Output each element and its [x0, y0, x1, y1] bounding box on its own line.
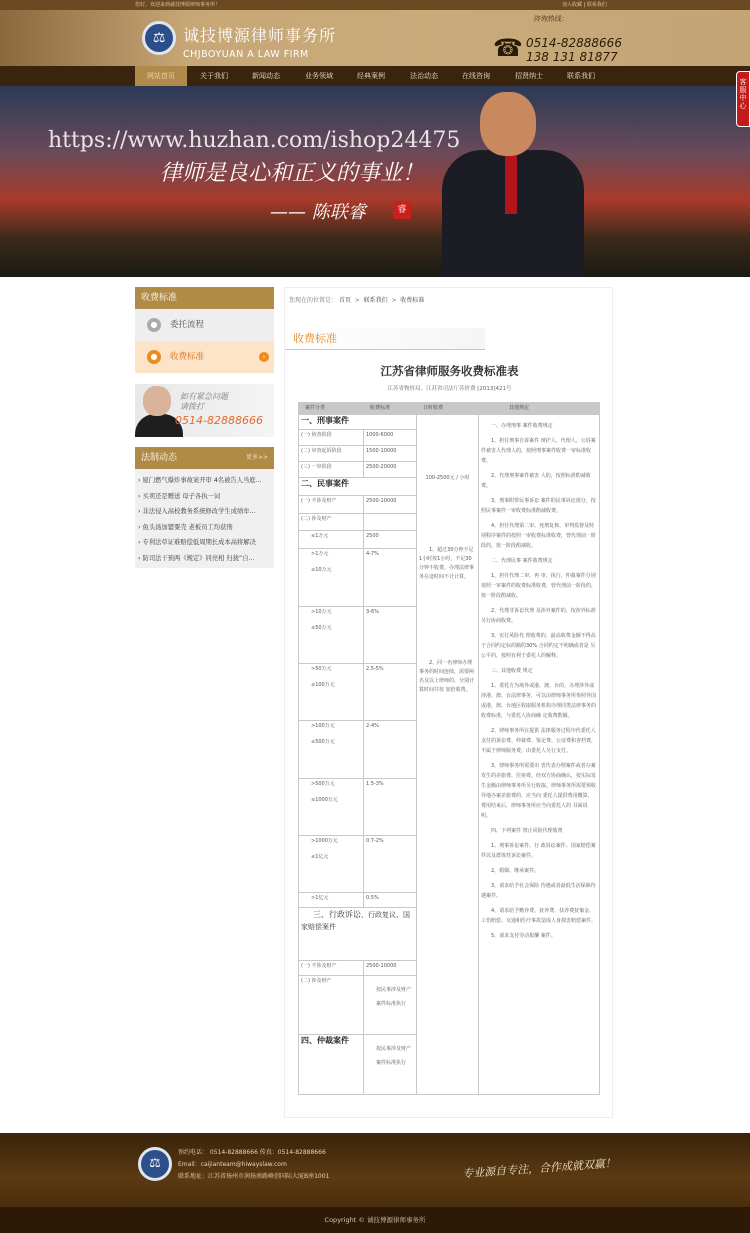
- customer-service-tab[interactable]: 客服中心: [736, 71, 750, 127]
- ad-phone: 0514-82888666: [175, 414, 263, 427]
- row-label: (二) 涉及财产: [299, 976, 364, 1035]
- nav-legal-news[interactable]: 法治动态: [410, 72, 438, 80]
- sidebar-item-label: 收费标准: [170, 352, 205, 362]
- sidebar: [135, 287, 274, 568]
- category-civil: 二、民事案件: [299, 478, 417, 496]
- row-label: >1亿元: [299, 893, 364, 908]
- fee-table: [298, 402, 600, 1095]
- rule-text: 1、刑事诉讼案件、行 政诉讼案件、国家赔偿案件以及群体性诉讼案件。: [481, 843, 596, 859]
- tier-upper: ≤1亿元: [311, 854, 329, 860]
- rule-text: 2、代理刑事案件被害 人的，按照标准酌减收费。: [481, 473, 591, 489]
- content-panel: [284, 287, 613, 1118]
- row-label: (三) 一审阶段: [299, 462, 364, 478]
- rule-text: 3、实行风险代 理收费的，最高收费金额不得高于合同约定标的额的30% 合同约定不明确或者是 另公平的，按照有利于委托人的解释。: [481, 633, 596, 659]
- rule-text: 2、婚姻、继承案件。: [491, 868, 540, 874]
- rule-text: 四、下列案件 禁止风险代理收费: [491, 828, 563, 834]
- rule-text: 3、刑事附带民事诉讼 案件的民事诉讼部分，按照民事案件一审收费标准酌减收费。: [481, 498, 596, 514]
- breadcrumb-contact[interactable]: 联系我们: [363, 297, 388, 304]
- tier-lower: >1万元: [311, 551, 329, 557]
- breadcrumb-label: 您现在的位置是：: [289, 297, 338, 304]
- row-label: ≤1万元: [299, 531, 364, 549]
- admin-title: 三、行政诉讼: [313, 910, 361, 919]
- watermark: https://www.huzhan.com/ishop24475: [48, 128, 461, 153]
- logo-icon[interactable]: ⚖: [142, 21, 176, 55]
- tier-lower: >100万元: [311, 723, 335, 729]
- lawyer-photo: [442, 92, 584, 277]
- rule-text: 1、担任刑事自诉案件 辩护人、代理人，公诉案件被害人代理人的，按照刑事案件收费一审标准收费。: [481, 438, 596, 464]
- footer-logo-icon: ⚖: [138, 1147, 172, 1181]
- header: [0, 10, 750, 66]
- other-rules-cell: [479, 415, 600, 1095]
- tier-rate: 2.5-5%: [364, 664, 417, 721]
- rule-text: 二、代理民事 案件收费规定: [491, 558, 553, 564]
- row-fee: 1500-10000: [364, 446, 417, 462]
- emergency-ad[interactable]: [135, 384, 274, 437]
- brand-name-cn: 诚技博源律师事务所: [183, 26, 337, 45]
- row-label: (一) 侦查阶段: [299, 430, 364, 446]
- consultant-photo: [143, 386, 171, 416]
- nav-careers[interactable]: 招贤纳士: [515, 72, 543, 80]
- row-label: (一) 不涉及财产: [299, 496, 364, 514]
- hourly-rule-2: 2、同一名律师办理事务的时间连续，需要两名及以上律师的，分别计算时间并按 加倍收费。: [419, 660, 475, 693]
- nav-home[interactable]: 网站首页: [135, 66, 187, 86]
- row-label: (二) 涉及财产: [299, 514, 364, 531]
- row-fee: 0.5%: [364, 893, 417, 908]
- brand[interactable]: [183, 23, 336, 60]
- row-fee: 2500: [364, 531, 417, 549]
- news-item[interactable]: › 防司法干预两《规定》同亮相 归拢“自...: [138, 551, 274, 567]
- tier-upper: ≤500万元: [311, 739, 335, 745]
- rule-text: 三、其他收费 规定: [491, 668, 533, 674]
- nav-practice[interactable]: 业务领域: [305, 72, 333, 80]
- ad-line-2: 请拨打: [180, 402, 204, 411]
- footer-phone: 预约电话： 0514-82888666 传真：0514-82888666: [178, 1149, 326, 1156]
- breadcrumb-home[interactable]: 首页: [338, 297, 351, 304]
- tier-rate: 3-6%: [364, 607, 417, 664]
- main-nav: [0, 66, 750, 86]
- rule-text: 1、担任代理二审、再 审、执行、仲裁案件分别按照一审案件的收费标准收费，曾代理前一阶段的，按一阶段酌减收。: [481, 573, 597, 599]
- news-item[interactable]: › 买卖还是赠送 母子各执一词: [138, 489, 274, 505]
- column-header: 案件分类: [299, 403, 364, 415]
- tier-upper: ≤10万元: [311, 567, 332, 573]
- rule-text: 3、律师事务所需要出 省代表办理案件或者办案发生的差旅费、住宿费，经双方协商确认，按实际发 生金额由律师事务所另行收取。律师事务所需要预收异地办案差旅费的，应当向 委托人提供费用概算，费用结束后，律师事务所应当向委托人的 书面说明。: [481, 763, 597, 819]
- page-title: 收费标准: [285, 328, 485, 350]
- document-subtitle: 江苏省物价局、江苏省司法厅苏价费 [2013]421号: [387, 386, 512, 392]
- telephone-icon: ☎: [493, 34, 523, 62]
- copyright: Copyright © 诚技博源律师事务所: [0, 1207, 750, 1233]
- row-label: (一) 不涉及财产: [299, 961, 364, 976]
- ad-line-1: 如有紧急问题: [180, 392, 228, 401]
- news-item[interactable]: › 鱼头汤加罂粟壳 老板员工均获刑: [138, 520, 274, 536]
- hotline-phone-2: 138 131 81877: [526, 50, 618, 64]
- legal-news-box: [135, 447, 274, 568]
- column-header: 计时收费: [417, 403, 479, 415]
- tier-lower: >50万元: [311, 666, 332, 672]
- top-bar: [0, 0, 750, 10]
- row-fee: 按民事涉及财产案件标准执行: [364, 976, 417, 1035]
- nav-about[interactable]: 关于我们: [200, 72, 228, 80]
- tier-rate: 4-7%: [364, 549, 417, 607]
- column-header: 收费标准: [364, 403, 417, 415]
- chevron-right-icon: ›: [259, 352, 269, 362]
- footer-address: 联系地址：江苏省扬州市润扬南路峰创国际大厦B座1001: [178, 1173, 330, 1180]
- brand-name-en: CHJBOYUAN A LAW FIRM: [183, 49, 309, 60]
- hotline-phone-1: 0514-82888666: [526, 36, 622, 50]
- table-header-row: [299, 403, 600, 415]
- tier-lower: >500万元: [311, 781, 335, 787]
- row-fee: 按民事涉及财产案件标准执行: [364, 1035, 417, 1095]
- hourly-cell: [417, 415, 479, 1095]
- rule-text: 4、请求给予赡养费、抚养费、扶养费抚恤金、工伤赔偿、交通和医疗事故造成人身损害赔偿案件。: [481, 908, 597, 924]
- sidebar-item-process[interactable]: [135, 309, 274, 341]
- sidebar-item-fees[interactable]: [135, 341, 274, 373]
- row-fee: 2500-10000: [364, 961, 417, 976]
- column-header: 其他规定: [479, 403, 600, 415]
- tier-lower: >10万元: [311, 609, 332, 615]
- welcome-text: 您好，欢迎来到诚技博源律师事务所！: [135, 2, 221, 8]
- news-more-link[interactable]: 更多>>: [245, 454, 268, 461]
- footer-contact: [178, 1147, 329, 1183]
- nav-contact[interactable]: 联系我们: [567, 72, 595, 80]
- hourly-rule-1: 1、超过30分钟不足1小时按1小时，不足30分钟不收费，办理法律事务在途时间不计计算。: [419, 547, 475, 580]
- rule-text: 1、委托方为境外或港、澳、台的，办理涉外或涉港、澳、台法律事务，可以由律师事务所参照外国或港、澳、台地区收取服务机构办理同类法律事务的收费标准，与委托人协商确 定收费数额。: [481, 683, 597, 719]
- banner-signature: —— 陈联睿: [270, 202, 366, 223]
- rule-text: 4、担任代理第二审、死刑复核、审判监督及特别程序案件的按照一审收费标准收费，曾代理前一阶段的，按一阶段酌减收。: [481, 523, 597, 549]
- tier-upper: ≤100万元: [311, 682, 335, 688]
- rule-text: 2、代理非诉讼代理 及涉外案件的，按涉外标准另行协商收费。: [481, 608, 596, 624]
- row-fee: 2500-20000: [364, 462, 417, 478]
- tier-rate: 0.7-2%: [364, 836, 417, 893]
- rule-text: 2、律师事务所在提供 法律服务过程中代委托人支付的诉讼费、仲裁费、鉴定费、公证费和查档费，不属于律师服务费，由委托人另行支付。: [481, 728, 597, 754]
- news-title: 法制动态: [141, 453, 178, 463]
- tier-upper: ≤1000万元: [311, 797, 338, 803]
- nav-news[interactable]: 新闻动态: [252, 72, 280, 80]
- breadcrumb-current: 收费标准: [400, 297, 425, 304]
- user-icon: ●: [147, 350, 161, 364]
- tier-lower: >1000万元: [311, 838, 338, 844]
- rule-text: 5、请求支付劳动报酬 案件。: [491, 933, 556, 939]
- tier-upper: ≤50万元: [311, 625, 332, 631]
- row-fee: 2500-10000: [364, 496, 417, 514]
- rule-text: 3、请求给予社会保险 待遇或者最低生活保障待遇案件。: [481, 883, 596, 899]
- footer-slogan: 专业源自专注，合作成就双赢！: [461, 1156, 617, 1181]
- news-item[interactable]: › 厦门燃气爆炸事故案开审 4名被告人当庭...: [138, 473, 274, 489]
- footer-email[interactable]: Email：caijianteam@hiwayslaw.com: [178, 1161, 287, 1168]
- banner[interactable]: [0, 86, 750, 277]
- footer: [0, 1133, 750, 1207]
- banner-slogan: 律师是良心和正义的事业！: [160, 161, 425, 186]
- news-item[interactable]: › 非法侵入高校教务系统修改学生成绩牟...: [138, 504, 274, 520]
- sidebar-title: 收费标准: [135, 287, 274, 309]
- category-arbitration: 四、仲裁案件: [299, 1035, 364, 1095]
- hotline-label: 咨询热线：: [533, 15, 568, 23]
- tier-rate: 2-4%: [364, 721, 417, 779]
- breadcrumb: 您现在的位置是： 首页 > 联系我们 > 收费标准: [289, 297, 425, 304]
- document-title: 江苏省律师服务收费标准表: [380, 364, 519, 378]
- row-label: (二) 审查起诉阶段: [299, 446, 364, 462]
- top-links[interactable]: 加入收藏 | 联系我们: [562, 2, 607, 8]
- rule-text: 一、办理刑事 案件收费规定: [491, 423, 553, 429]
- nav-cases[interactable]: 经典案例: [357, 72, 385, 80]
- row-fee: [364, 514, 417, 531]
- admin-title-rest: 、行政复议、国家赔偿案件: [301, 911, 410, 931]
- row-fee: 1000-6000: [364, 430, 417, 446]
- hourly-rate: 100-2500元 / 小时: [425, 475, 470, 481]
- seal: 睿: [393, 201, 411, 219]
- sidebar-item-label: 委托流程: [170, 320, 205, 330]
- tier-rate: 1.5-3%: [364, 779, 417, 836]
- category-administrative: [299, 908, 417, 961]
- user-icon: ●: [147, 318, 161, 332]
- news-item[interactable]: › 专利法草证难赔偿低周期长成本高将解决: [138, 535, 274, 551]
- nav-consult[interactable]: 在线咨询: [462, 72, 490, 80]
- category-criminal: 一、刑事案件: [299, 415, 417, 430]
